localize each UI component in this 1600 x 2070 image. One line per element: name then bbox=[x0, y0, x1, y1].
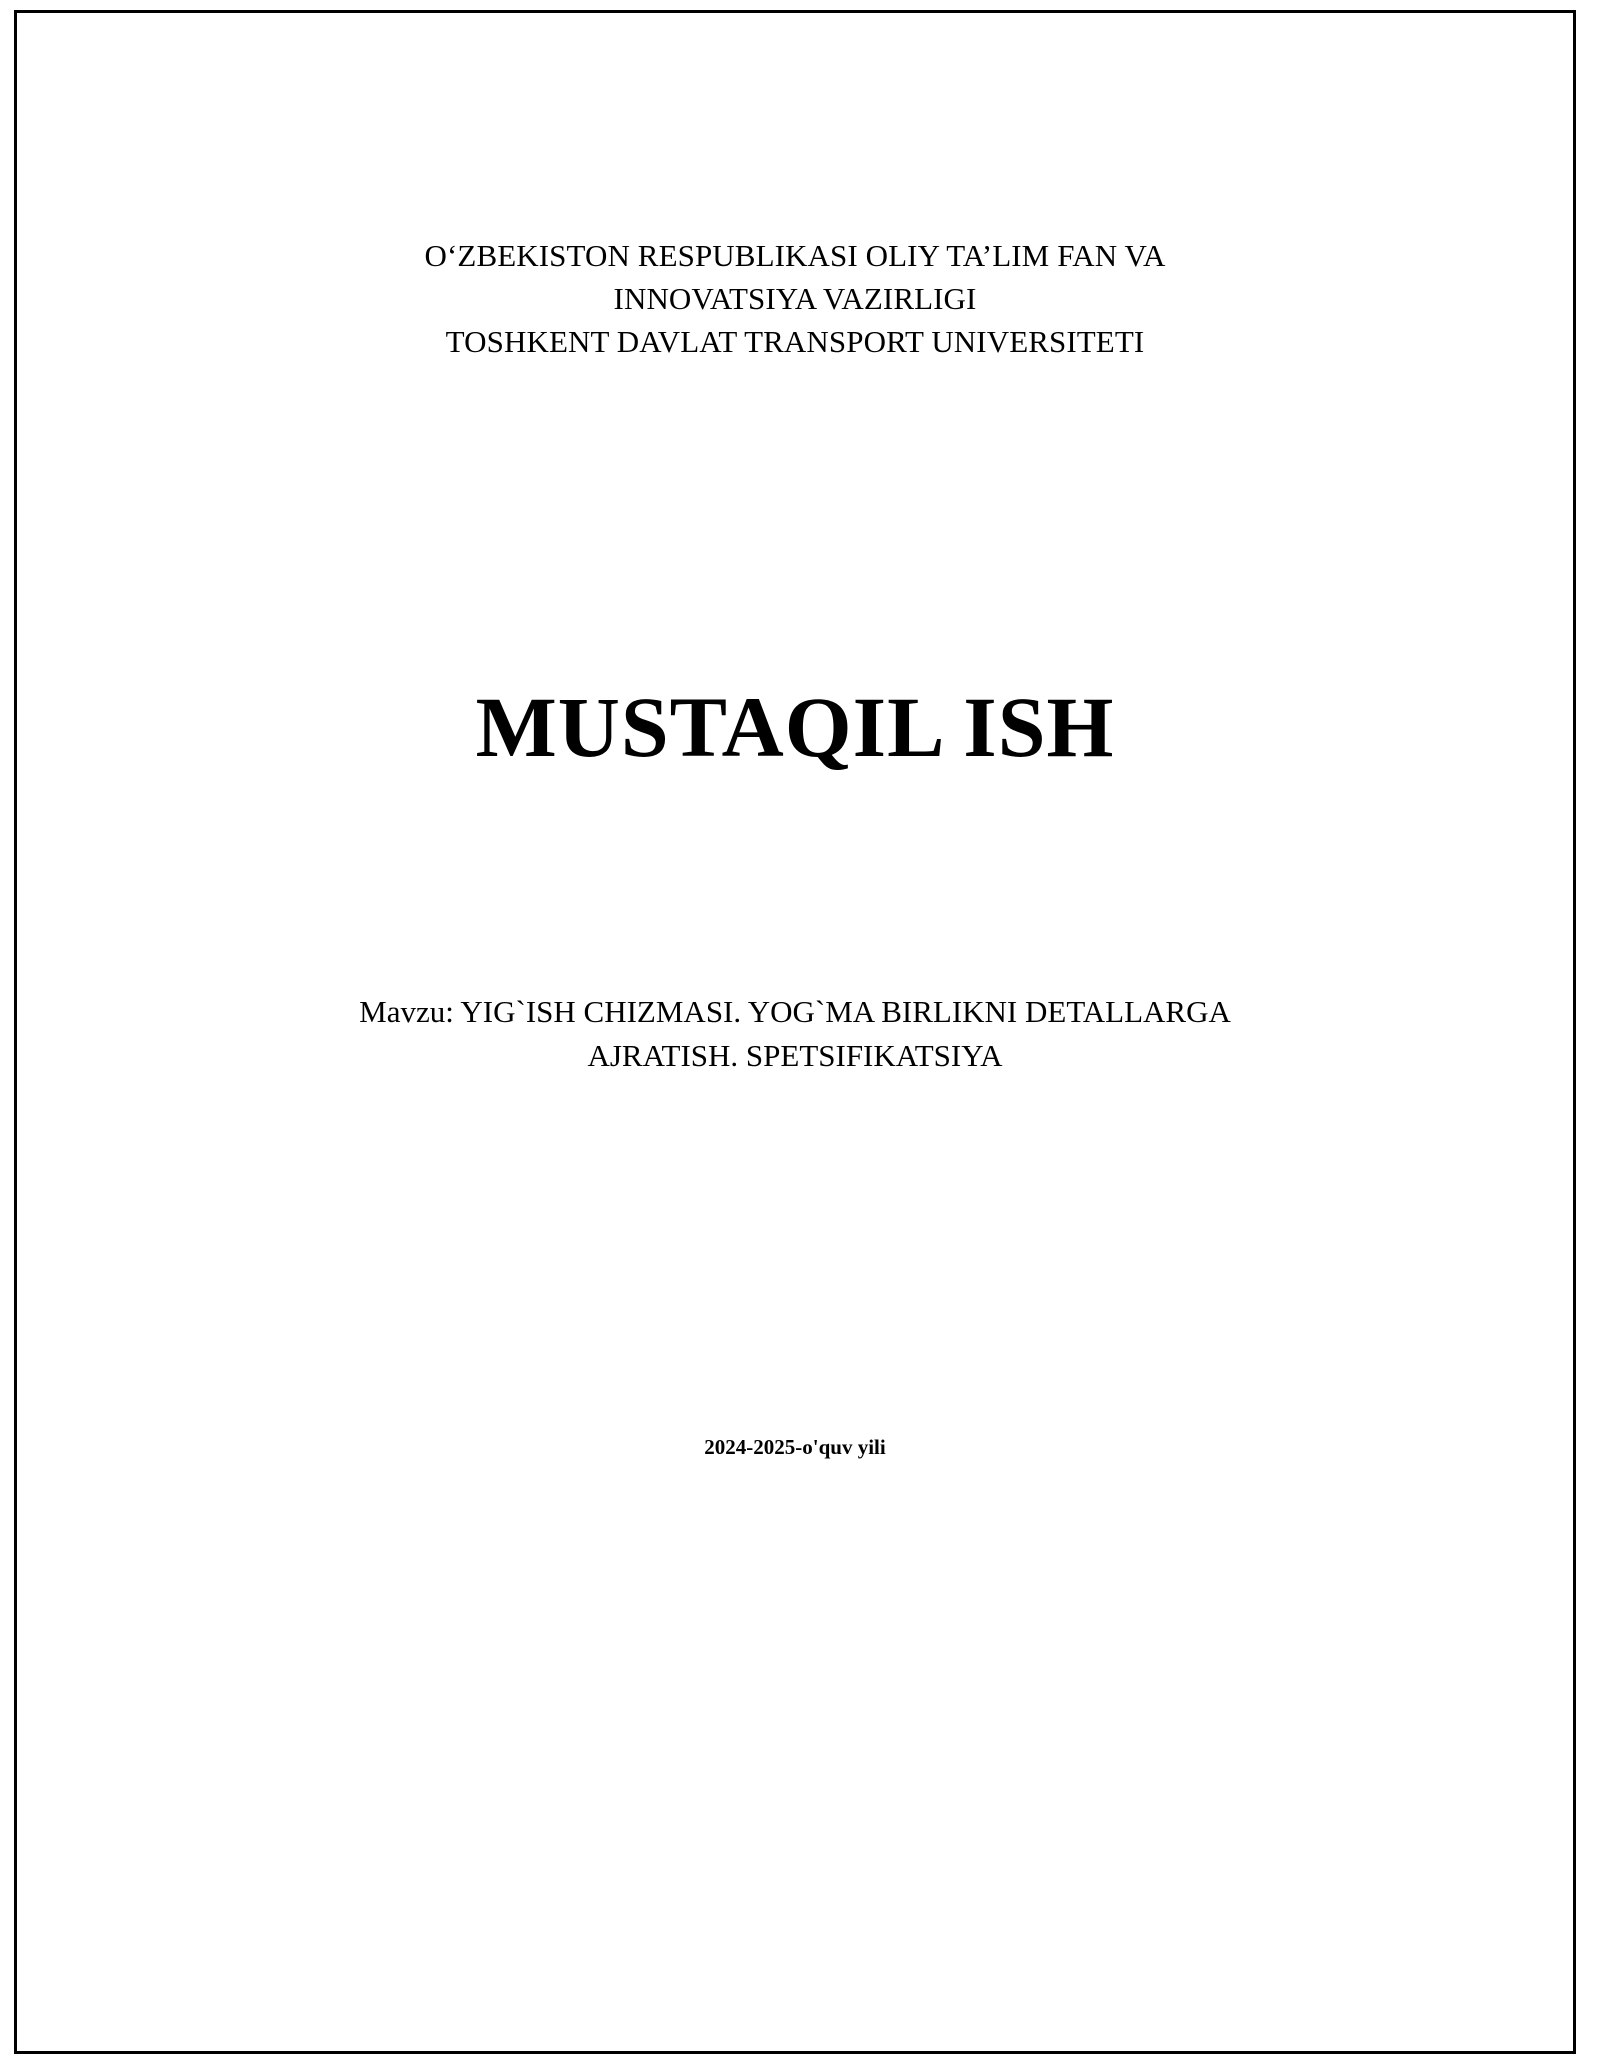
subject-line-2: AJRATISH. SPETSIFIKATSIYA bbox=[587, 1038, 1003, 1074]
ministry-heading bbox=[14, 235, 1576, 363]
ministry-line-3: TOSHKENT DAVLAT TRANSPORT UNIVERSITETI bbox=[445, 323, 1145, 359]
page-content bbox=[14, 10, 1576, 2054]
ministry-line-1: O‘ZBEKISTON RESPUBLIKASI OLIY TA’LIM FAN VA bbox=[424, 238, 1166, 273]
page-title: MUSTAQIL ISH bbox=[475, 679, 1115, 775]
ministry-line-2: INNOVATSIYA VAZIRLIGI bbox=[613, 280, 977, 316]
academic-year: 2024-2025-o'quv yili bbox=[704, 1435, 886, 1459]
subject-line-1: Mavzu: YIG`ISH CHIZMASI. YOG`MA BIRLIKNI DETALLARGA bbox=[359, 994, 1231, 1029]
subject-heading bbox=[14, 990, 1576, 1078]
